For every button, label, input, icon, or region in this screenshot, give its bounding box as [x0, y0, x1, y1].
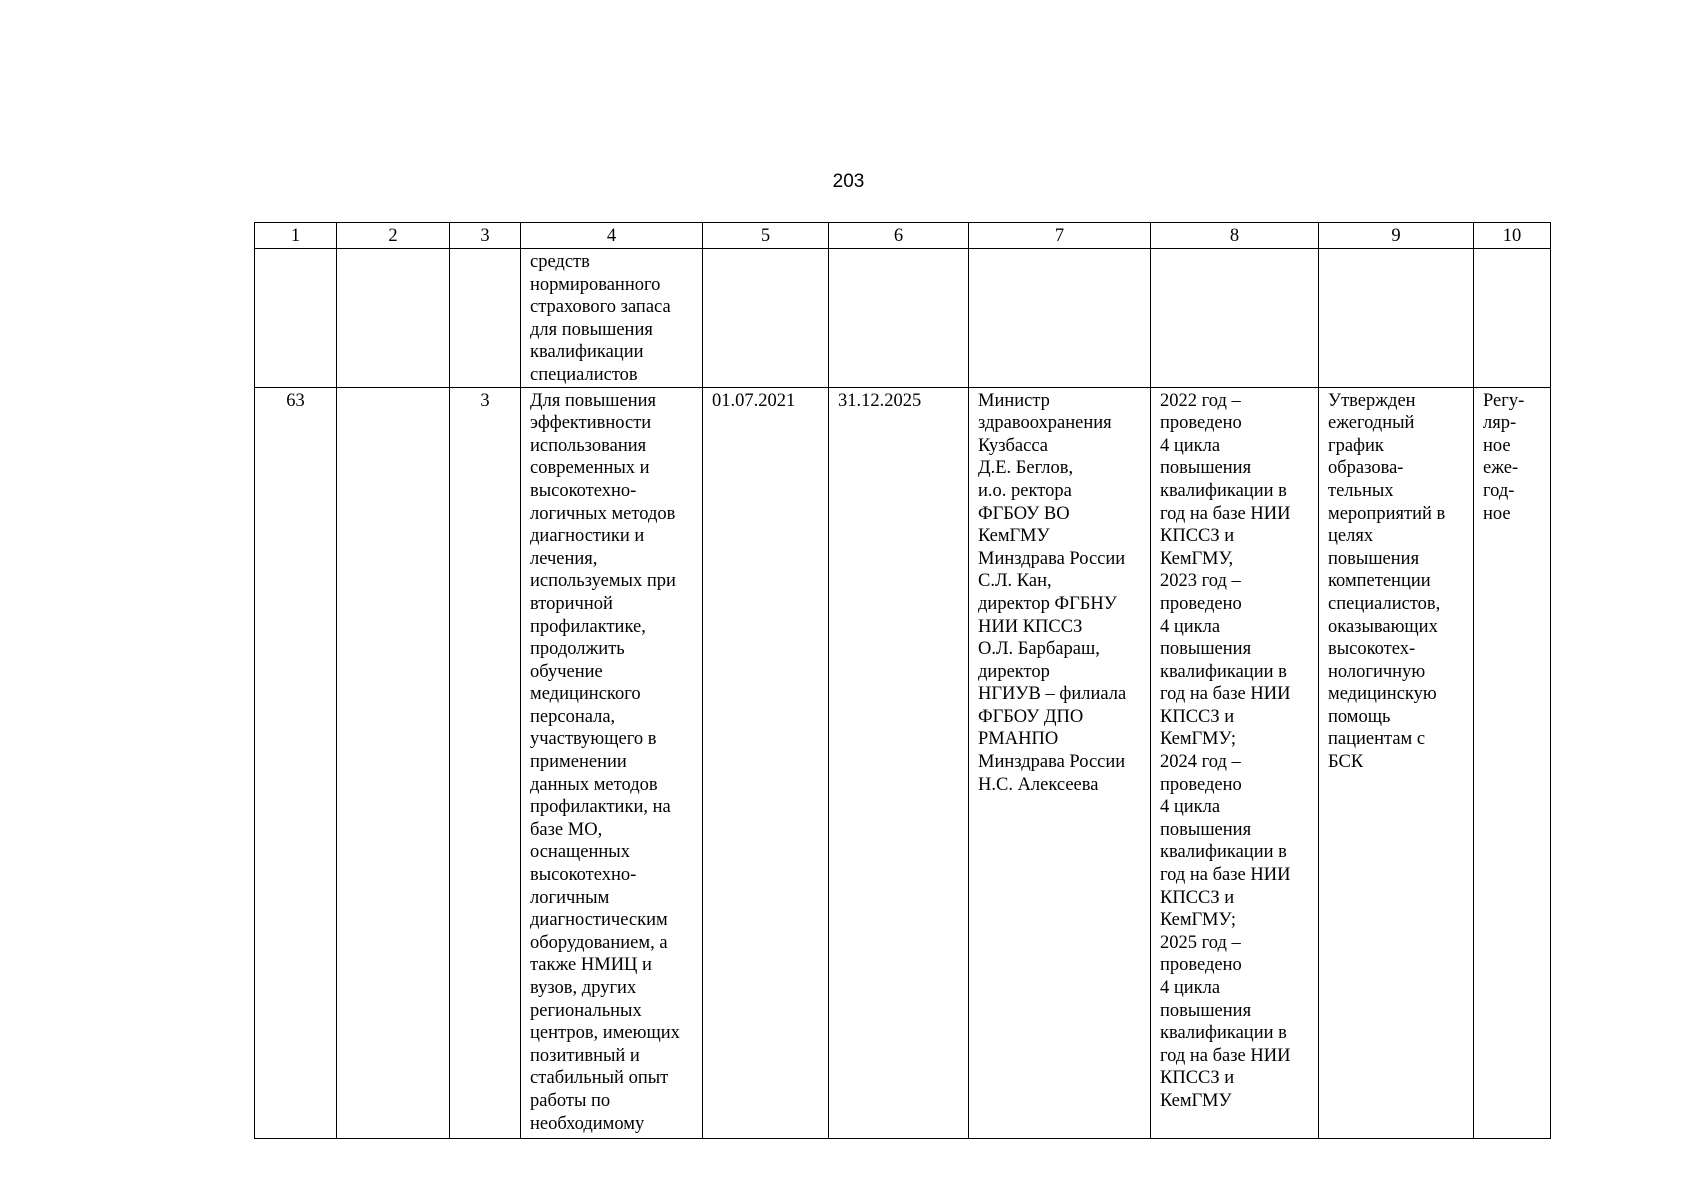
cell-col2: [337, 387, 450, 1138]
cell-measure-description: средств нормированного страхового запаса для повышения квалификации специалистов: [521, 249, 703, 388]
cell-col3: 3: [450, 387, 521, 1138]
column-number-4: 4: [521, 223, 703, 249]
cell-result: [1151, 249, 1319, 388]
cell-col2: [337, 249, 450, 388]
column-number-7: 7: [969, 223, 1151, 249]
cell-number: [255, 249, 337, 388]
cell-number: 63: [255, 387, 337, 1138]
column-number-10: 10: [1474, 223, 1551, 249]
column-number-2: 2: [337, 223, 450, 249]
cell-col3: [450, 249, 521, 388]
column-number-6: 6: [829, 223, 969, 249]
cell-responsible: Министр здравоохранения Кузбасса Д.Е. Беглов, и.о. ректора ФГБОУ ВО КемГМУ Минздрава России С.Л. Кан, директор ФГБНУ НИИ КПССЗ О.Л. Барбараш, директор НГИУВ – филиала ФГБОУ ДПО РМАНПО Минздрава России Н.С. Алексеева: [969, 387, 1151, 1138]
column-number-8: 8: [1151, 223, 1319, 249]
column-number-9: 9: [1319, 223, 1474, 249]
cell-measure-description: Для повышения эффективности использования современных и высокотехно- логичных методов диагностики и лечения, используемых при вторичной профилактике, продолжить обучение медицинского персонала, участвующего в применении данных методов профилактики, на базе МО, оснащенных высокотехно- логичным диагностическим оборудованием, а также НМИЦ и вузов, других региональных центров, имеющих позитивный и стабильный опыт работы по необходимому: [521, 387, 703, 1138]
measures-table: [254, 222, 1551, 1139]
column-number-row: [255, 223, 1551, 249]
cell-end-date: 31.12.2025: [829, 387, 969, 1138]
cell-periodicity: Регу- ляр- ное еже- год- ное: [1474, 387, 1551, 1138]
cell-outcome: Утвержден ежегодный график образова- тельных мероприятий в целях повышения компетенции специалистов, оказывающих высокотех- нологичную медицинскую помощь пациентам с БСК: [1319, 387, 1474, 1138]
cell-responsible: [969, 249, 1151, 388]
table-row-63: [255, 387, 1551, 1138]
cell-result: 2022 год – проведено 4 цикла повышения квалификации в год на базе НИИ КПССЗ и КемГМУ, 2023 год – проведено 4 цикла повышения квалификации в год на базе НИИ КПССЗ и КемГМУ; 2024 год – проведено 4 цикла повышения квалификации в год на базе НИИ КПССЗ и КемГМУ; 2025 год – проведено 4 цикла повышения квалификации в год на базе НИИ КПССЗ и КемГМУ: [1151, 387, 1319, 1138]
column-number-5: 5: [703, 223, 829, 249]
cell-start-date: 01.07.2021: [703, 387, 829, 1138]
column-number-1: 1: [255, 223, 337, 249]
cell-outcome: [1319, 249, 1474, 388]
table-row-continuation: [255, 249, 1551, 388]
column-number-3: 3: [450, 223, 521, 249]
page-number: 203: [832, 171, 865, 192]
cell-periodicity: [1474, 249, 1551, 388]
cell-start-date: [703, 249, 829, 388]
cell-end-date: [829, 249, 969, 388]
